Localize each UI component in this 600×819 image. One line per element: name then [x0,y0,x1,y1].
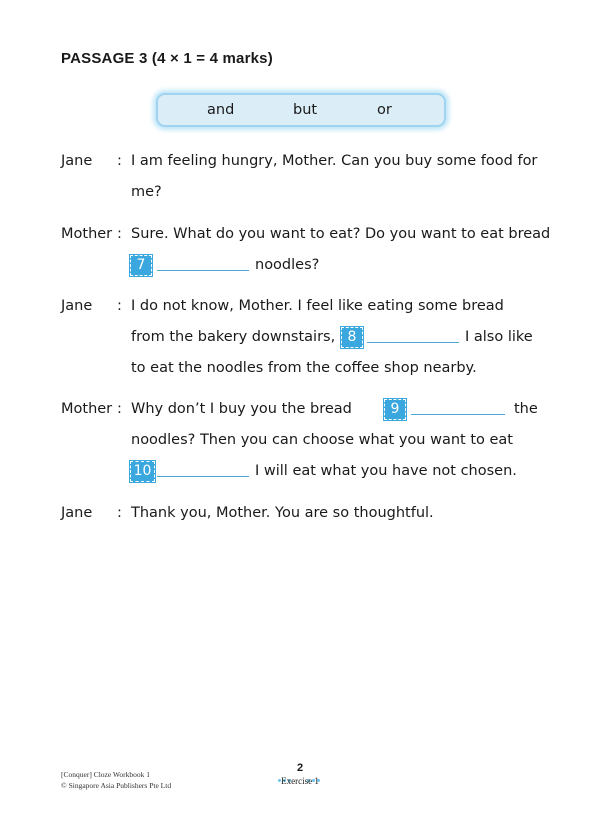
footer-book-title: [Conquer] Cloze Workbook 1 [61,770,151,779]
speaker-name: Mother [61,401,113,417]
speaker-name: Jane [61,153,93,169]
dialogue-line: to eat the noodles from the coffee shop nearby. [131,360,477,376]
dialogue-line [131,153,539,169]
footer-copyright: © Singapore Asia Publishers Pte Ltd [61,781,172,790]
dialogue-text: Sure. What do you want to eat? Do you want to eat bread [131,226,551,242]
answer-blank[interactable] [411,414,505,415]
dialogue-text: the [514,401,538,417]
word-bank-item: or [377,102,392,118]
dialogue-text: from the bakery downstairs, [131,329,336,345]
dialogue-text: I will eat what you have not chosen. [255,463,517,479]
word-bank-item: and [207,102,235,118]
word-bank-item: but [293,102,318,118]
dialogue-line: me? [131,184,162,200]
dialogue-text: I do not know, Mother. I feel like eating some bread [131,298,504,314]
speaker-name: Jane [61,505,93,521]
page-number: 2 [296,762,304,774]
answer-blank[interactable] [157,476,249,477]
speaker-colon: : [117,401,122,417]
speaker-colon: : [117,298,122,314]
question-number: 9 [384,399,406,420]
speaker-name: Mother [61,226,113,242]
page-dots-right [307,767,322,770]
question-number: 7 [130,255,152,276]
dialogue-text: I also like [465,329,533,345]
dialogue-text: noodles? Then you can choose what you want to eat [131,432,513,448]
speaker-name: Jane [61,298,93,314]
dialogue-line: Thank you, Mother. You are so thoughtful. [131,505,434,521]
answer-blank[interactable] [367,342,459,343]
dialogue-text: I am feeling hungry, Mother. Can you buy some food for [131,153,538,169]
dialogue-line [131,432,539,448]
speaker-colon: : [117,153,122,169]
word-bank [156,93,446,127]
dialogue-line [131,226,551,242]
question-number: 10 [130,461,155,482]
dialogue-text: Why don’t I buy you the bread [131,401,352,417]
answer-blank[interactable] [157,270,249,271]
dialogue-text: noodles? [255,257,320,273]
exercise-label: Exercise 1 [281,776,319,786]
speaker-colon: : [117,505,122,521]
passage-heading: PASSAGE 3 (4 × 1 = 4 marks) [61,50,273,67]
speaker-colon: : [117,226,122,242]
question-number: 8 [341,327,363,348]
dialogue-line [131,298,539,314]
